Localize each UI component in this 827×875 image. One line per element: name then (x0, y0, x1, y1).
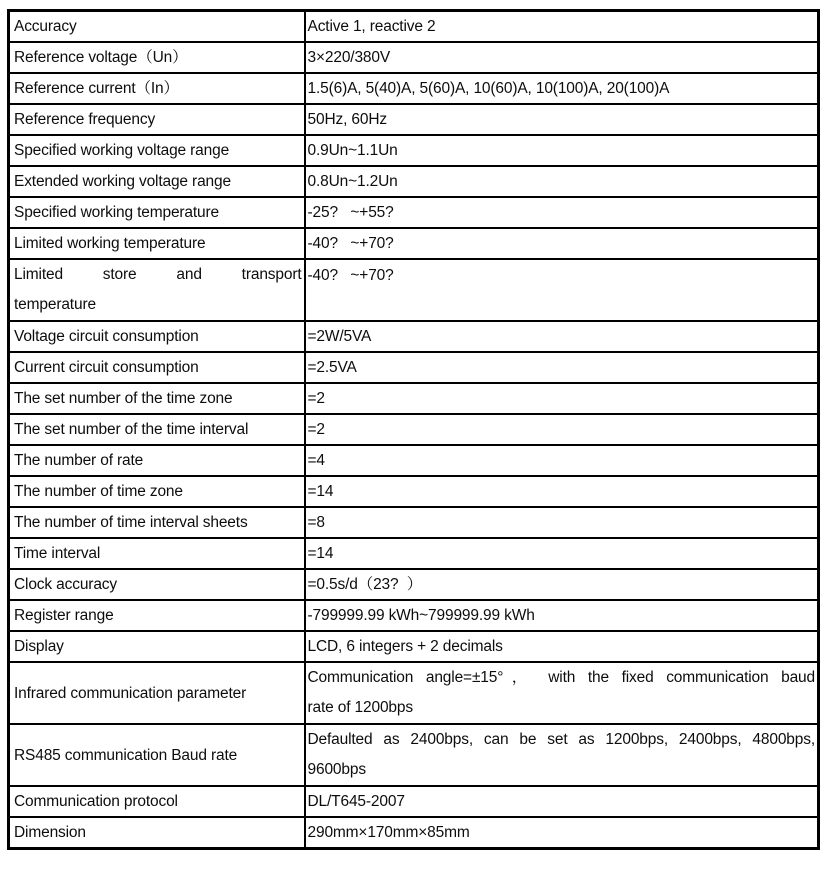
spec-value: =2 (305, 414, 819, 445)
specification-table-wrap (7, 9, 820, 850)
spec-value: 3×220/380V (305, 42, 819, 73)
spec-label: Specified working voltage range (9, 135, 305, 166)
spec-label: Reference voltage（Un） (9, 42, 305, 73)
spec-label: Display (9, 631, 305, 662)
spec-value: =0.5s/d（23? ） (305, 569, 819, 600)
table-row (9, 445, 819, 476)
spec-value: -25? ~+55? (305, 197, 819, 228)
spec-value: 1.5(6)A, 5(40)A, 5(60)A, 10(60)A, 10(100)A, 20(100)A (305, 73, 819, 104)
table-row (9, 166, 819, 197)
table-row (9, 197, 819, 228)
spec-value: LCD, 6 integers + 2 decimals (305, 631, 819, 662)
table-row (9, 259, 819, 321)
spec-label: The set number of the time interval (9, 414, 305, 445)
spec-label: RS485 communication Baud rate (9, 724, 305, 786)
table-row (9, 476, 819, 507)
table-row (9, 73, 819, 104)
spec-value: 290mm×170mm×85mm (305, 817, 819, 849)
spec-label: Limited working temperature (9, 228, 305, 259)
table-row (9, 11, 819, 43)
spec-label: Reference current（In） (9, 73, 305, 104)
spec-value: =2W/5VA (305, 321, 819, 352)
spec-value: -40? ~+70? (305, 228, 819, 259)
spec-label: The number of time zone (9, 476, 305, 507)
cell-line: 9600bps (307, 761, 366, 778)
spec-value: -799999.99 kWh~799999.99 kWh (305, 600, 819, 631)
spec-value (305, 724, 819, 786)
spec-value: Active 1, reactive 2 (305, 11, 819, 43)
spec-value: =2.5VA (305, 352, 819, 383)
table-row (9, 352, 819, 383)
table-row (9, 662, 819, 724)
spec-value: 0.8Un~1.2Un (305, 166, 819, 197)
spec-value: =2 (305, 383, 819, 414)
table-row (9, 507, 819, 538)
spec-label: Specified working temperature (9, 197, 305, 228)
table-row (9, 414, 819, 445)
table-row (9, 569, 819, 600)
spec-label: Accuracy (9, 11, 305, 43)
cell-line: rate of 1200bps (307, 699, 413, 716)
table-row (9, 321, 819, 352)
spec-table-body (9, 11, 819, 849)
spec-label (9, 259, 305, 321)
table-row (9, 135, 819, 166)
spec-label: Voltage circuit consumption (9, 321, 305, 352)
spec-label: Infrared communication parameter (9, 662, 305, 724)
spec-value: DL/T645-2007 (305, 786, 819, 817)
specification-table (7, 9, 820, 850)
cell-line: Defaulted as 2400bps, can be set as 1200bps, 2400bps, 4800bps, (307, 731, 815, 748)
spec-label: Current circuit consumption (9, 352, 305, 383)
spec-label: Register range (9, 600, 305, 631)
spec-label: Time interval (9, 538, 305, 569)
spec-label: Reference frequency (9, 104, 305, 135)
spec-value: =14 (305, 476, 819, 507)
table-row (9, 724, 819, 786)
spec-label: Clock accuracy (9, 569, 305, 600)
spec-label: The number of time interval sheets (9, 507, 305, 538)
spec-label: Dimension (9, 817, 305, 849)
table-row (9, 817, 819, 849)
spec-value: =14 (305, 538, 819, 569)
table-row (9, 42, 819, 73)
spec-label: The number of rate (9, 445, 305, 476)
cell-line: Limited store and transport (14, 266, 302, 283)
table-row (9, 538, 819, 569)
cell-line: Communication angle=±15°， with the fixed communication baud (307, 669, 815, 686)
table-row (9, 383, 819, 414)
spec-value: 50Hz, 60Hz (305, 104, 819, 135)
spec-value (305, 662, 819, 724)
spec-label: Communication protocol (9, 786, 305, 817)
table-row (9, 600, 819, 631)
table-row (9, 104, 819, 135)
table-row (9, 228, 819, 259)
spec-label: Extended working voltage range (9, 166, 305, 197)
spec-value: -40? ~+70? (305, 259, 819, 321)
table-row (9, 786, 819, 817)
cell-line: temperature (14, 296, 96, 313)
spec-label: The set number of the time zone (9, 383, 305, 414)
spec-value: =8 (305, 507, 819, 538)
table-row (9, 631, 819, 662)
spec-value: 0.9Un~1.1Un (305, 135, 819, 166)
spec-value: =4 (305, 445, 819, 476)
